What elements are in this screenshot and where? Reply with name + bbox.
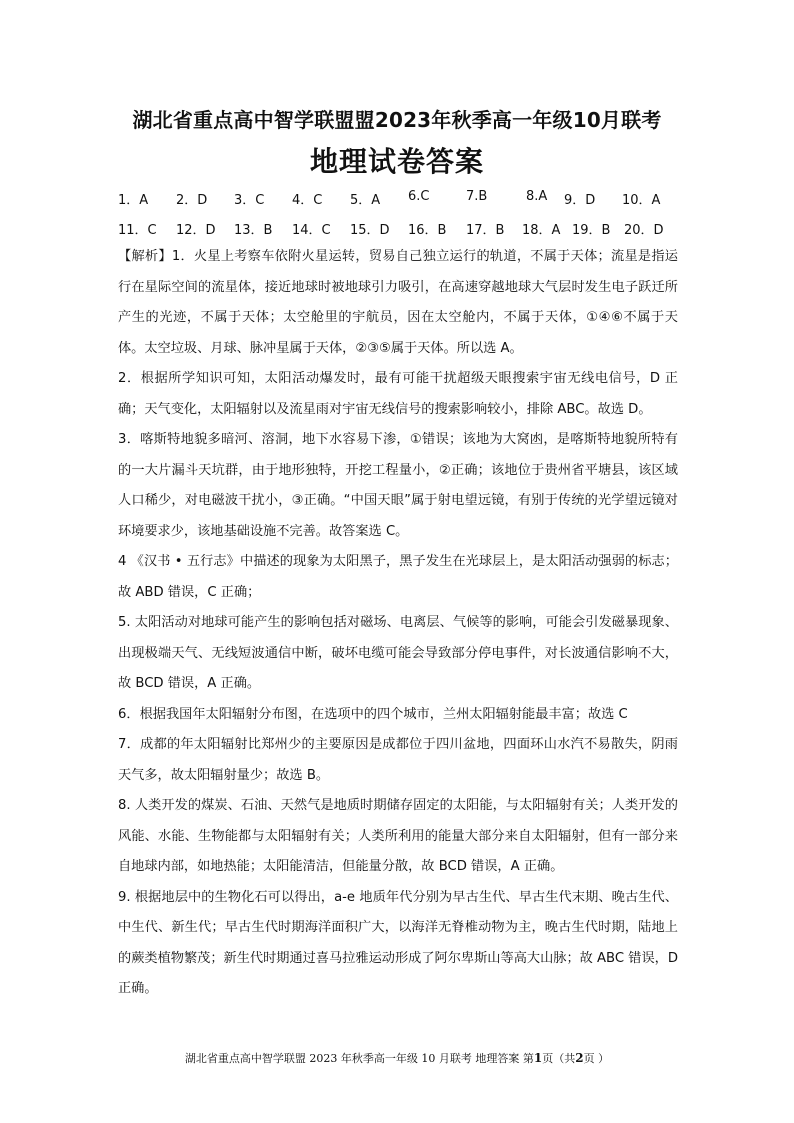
answer-item: 1．A xyxy=(118,193,149,208)
footer-suffix: 页 ） xyxy=(583,1052,610,1065)
answer-row-2 xyxy=(118,219,678,239)
answer-item: 19．B xyxy=(572,223,611,238)
answer-item: 9．D xyxy=(564,193,596,208)
answer-item: 12．D xyxy=(176,223,216,238)
answer-item: 8.A xyxy=(526,189,548,204)
explanation-paragraph-3: 3．喀斯特地貌多暗河、溶洞，地下水容易下渗，①错误；该地为大窝凼，是喀斯特地貌所特有的一大片漏斗天坑群，由于地形独特，开挖工程量小，②正确；该地位于贵州省平塘县，该区域人口稀少，对电磁波干扰小，③正确。“中国天眼”属于射电望远镜，有别于传统的光学望远镜对环境要求少，该地基础设施不完善。故答案选 C。 xyxy=(118,432,678,539)
explanation-paragraph-2: 2．根据所学知识可知，太阳活动爆发时，最有可能干扰超级天眼搜索宇宙无线电信号，D 正确；天气变化，太阳辐射以及流星雨对宇宙无线信号的搜索影响较小，排除 ABC。故选 D。 xyxy=(118,371,678,417)
answer-item: 6.C xyxy=(408,189,430,204)
answer-item: 7.B xyxy=(466,189,488,204)
answer-item: 3．C xyxy=(234,193,265,208)
answer-item: 18．A xyxy=(522,223,561,238)
answer-item: 13．B xyxy=(234,223,273,238)
document-subtitle: 地理试卷答案 xyxy=(309,145,484,178)
explanation-paragraph-7: 7．成都的年太阳辐射比郑州少的主要原因是成都位于四川盆地，四面环山水汽不易散失，阴雨天气多，故太阳辐射量少；故选 B。 xyxy=(118,737,678,783)
explanation-paragraph-6: 6．根据我国年太阳辐射分布图，在选项中的四个城市，兰州太阳辐射能最丰富；故选 C xyxy=(118,706,628,722)
answer-row-1 xyxy=(118,189,678,209)
explanation-paragraph-9: 9. 根据地层中的生物化石可以得出，a-e 地质年代分别为早古生代、早古生代末期、晚古生代、中生代、新生代；早古生代时期海洋面积广大，以海洋无脊椎动物为主，晚古生代时期，陆地上的蕨类植物繁茂；新生代时期通过喜马拉雅运动形成了阿尔卑斯山等高大山脉；故 ABC 错误，D 正确。 xyxy=(118,889,678,996)
answer-item: 20．D xyxy=(624,223,664,238)
answer-item: 15．D xyxy=(350,223,390,238)
answer-item: 11．C xyxy=(118,223,157,238)
answer-item: 2．D xyxy=(176,193,208,208)
answer-item: 16．B xyxy=(408,223,447,238)
footer-total-pages: 2 xyxy=(575,1051,584,1065)
page-footer xyxy=(0,1050,794,1066)
footer-prefix: 湖北省重点高中智学联盟 2023 年秋季高一年级 10 月联考 地理答案 第 xyxy=(184,1052,534,1065)
explanation-paragraph-5: 5. 太阳活动对地球可能产生的影响包括对磁场、电离层、气候等的影响，可能会引发磁暴现象、出现极端天气、无线短波通信中断，破坏电缆可能会导致部分停电事件，对长波通信影响不大，故 BCD 错误，A 正确。 xyxy=(118,615,678,691)
explanation-section xyxy=(118,242,678,1005)
footer-page-number: 1 xyxy=(533,1051,543,1065)
answer-item: 14．C xyxy=(292,223,331,238)
document-title: 湖北省重点高中智学联盟盟2023年秋季高一年级10月联考 xyxy=(132,108,662,132)
explanation-paragraph-1: 【解析】1．火星上考察车依附火星运转，贸易自己独立运行的轨道，不属于天体；流星是指运行在星际空间的流星体，接近地球时被地球引力吸引，在高速穿越地球大气层时发生电子跃迁所产生的光迹，不属于天体；太空舱里的宇航员，因在太空舱内，不属于天体，①④⑥不属于天体。太空垃圾、月球、脉冲星属于天体，②③⑤属于天体。所以选 A。 xyxy=(118,249,678,356)
answer-item: 10．A xyxy=(622,193,661,208)
footer-middle: 页（共 xyxy=(542,1052,576,1065)
answer-item: 4．C xyxy=(292,193,323,208)
explanation-paragraph-4: 4 《汉书 • 五行志》中描述的现象为太阳黑子，黑子发生在光球层上，是太阳活动强弱的标志；故 ABD 错误，C 正确； xyxy=(118,554,678,600)
explanation-paragraph-8: 8. 人类开发的煤炭、石油、天然气是地质时期储存固定的太阳能，与太阳辐射有关；人类开发的风能、水能、生物能都与太阳辐射有关；人类所利用的能量大部分来自太阳辐射，但有一部分来自地球内部，如地热能；太阳能清洁，但能量分散，故 BCD 错误，A 正确。 xyxy=(118,798,678,874)
answer-item: 5．A xyxy=(350,193,381,208)
answer-item: 17．B xyxy=(466,223,505,238)
